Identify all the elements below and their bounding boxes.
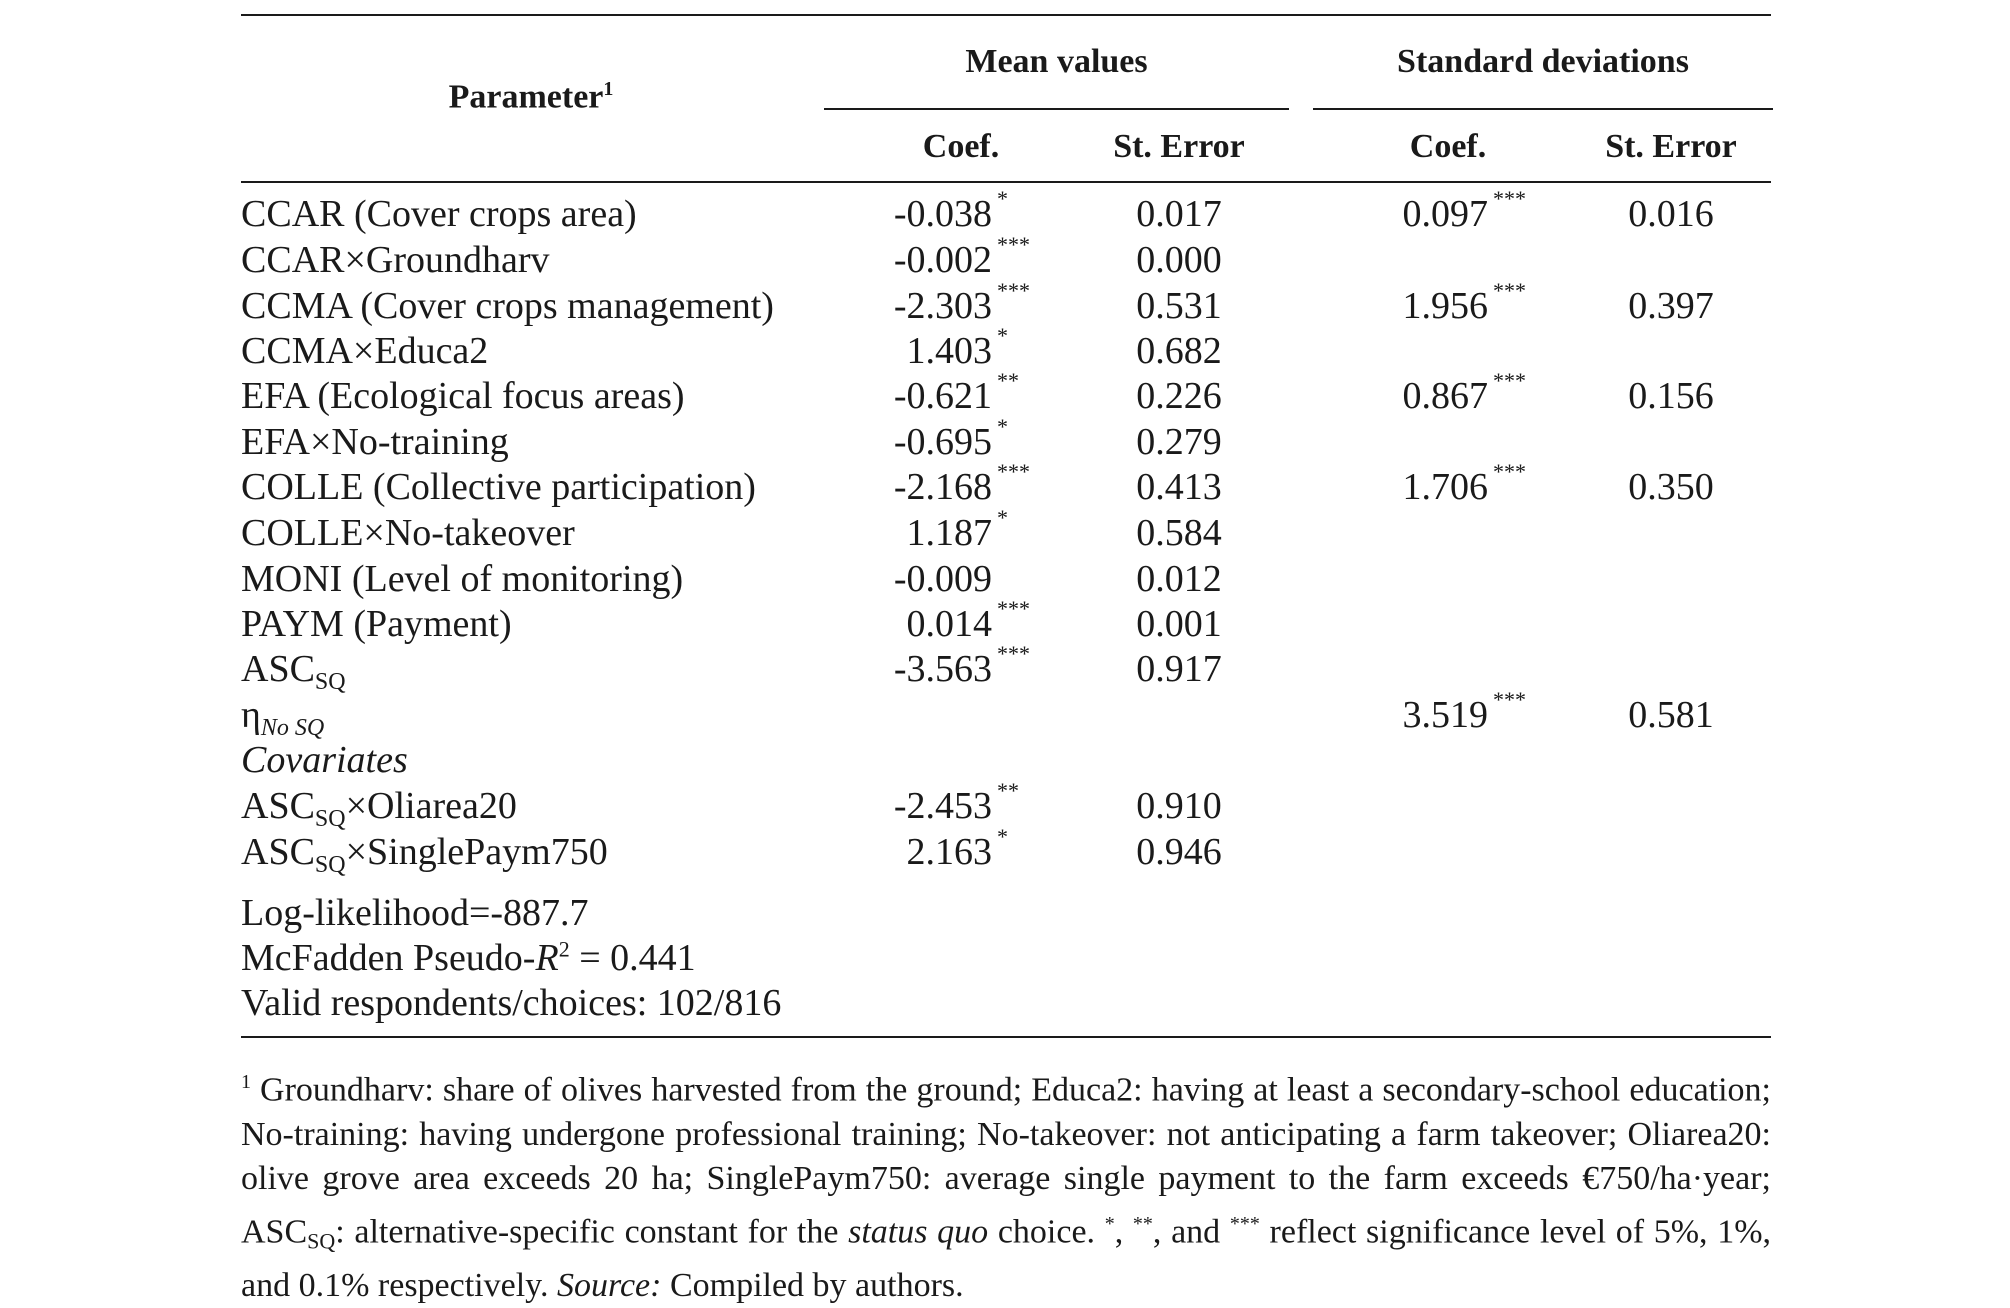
sd-significance: *** <box>1493 687 1526 712</box>
table-row <box>241 687 1771 741</box>
parameter-cell <box>241 557 683 601</box>
parameter-subscript: SQ <box>314 806 346 832</box>
mean-st-error: 0.946 <box>1136 831 1222 873</box>
parameter-cell <box>241 465 756 509</box>
footnote-text-2: : alternative-specific constant for the <box>335 1213 849 1251</box>
footnote-star-3: *** <box>1229 1212 1260 1235</box>
mean-coef: -0.009 <box>893 558 992 600</box>
parameter-name: ASC <box>241 648 315 690</box>
footnote-status-quo: status quo <box>848 1213 989 1251</box>
parameter-name: CCMA×Educa2 <box>241 330 489 372</box>
mean-st-error: 0.012 <box>1136 558 1222 600</box>
log-likelihood: Log-likelihood=-887.7 <box>241 892 589 934</box>
table-footnote <box>241 1060 1771 1308</box>
sd-st-error: 0.350 <box>1628 466 1714 508</box>
mean-significance: ** <box>997 778 1019 803</box>
mean-st-error: 0.000 <box>1136 239 1222 281</box>
table-row <box>241 232 1771 283</box>
header-rule <box>241 181 1771 183</box>
parameter-name: EFA (Ecological focus areas) <box>241 375 685 417</box>
mean-group-rule <box>824 108 1289 110</box>
mean-st-error: 0.917 <box>1136 648 1222 690</box>
table-row <box>241 505 1771 556</box>
parameter-name: CCMA (Cover crops management) <box>241 285 774 327</box>
mean-coef: -2.168 <box>893 466 992 508</box>
footnote-comma-1: , <box>1114 1213 1133 1251</box>
parameter-cell <box>241 511 575 555</box>
parameter-cell <box>241 602 512 646</box>
table-row <box>241 186 1771 237</box>
mean-significance: * <box>997 186 1008 211</box>
pseudo-r2-prefix: McFadden Pseudo- <box>241 937 536 979</box>
mean-coef: -0.038 <box>893 193 992 235</box>
mean-significance: ** <box>997 368 1019 393</box>
mean-st-error: 0.279 <box>1136 421 1222 463</box>
mean-coef: -3.563 <box>893 648 992 690</box>
sd-significance: *** <box>1493 459 1526 484</box>
table-row <box>241 459 1771 510</box>
bottom-rule <box>241 1036 1771 1038</box>
parameter-cell <box>241 420 509 464</box>
footnote-source-text: Compiled by authors. <box>661 1266 964 1304</box>
sd-significance: *** <box>1493 278 1526 303</box>
mean-coef: -2.303 <box>893 285 992 327</box>
mean-significance: * <box>997 414 1008 439</box>
parameter-subscript: SQ <box>314 852 346 878</box>
mean-values-header: Mean values <box>965 43 1148 80</box>
parameter-cell <box>241 830 608 879</box>
valid-respondents: Valid respondents/choices: 102/816 <box>241 982 782 1024</box>
parameter-cell <box>241 238 550 282</box>
parameter-footnote-mark: 1 <box>603 78 614 100</box>
sd-coef: 0.867 <box>1402 375 1488 417</box>
sd-st-error: 0.156 <box>1628 375 1714 417</box>
sd-se-header: St. Error <box>1605 128 1737 165</box>
parameter-name: CCAR×Groundharv <box>241 239 550 281</box>
sd-coef-header: Coef. <box>1409 128 1487 165</box>
mean-st-error: 0.017 <box>1136 193 1222 235</box>
top-rule <box>241 14 1771 16</box>
parameter-header <box>241 78 821 116</box>
parameter-header-label: Parameter <box>448 78 604 116</box>
footnote-text-1: Groundharv: share of olives harvested from the ground; Educa2: having at least a secondary-school education; No-training: having undergone professional training; No-takeover: not anticipating a farm takeover; Oliarea20: olive grove area exceeds 20 ha; SinglePaym750: average single payment to the farm exceeds €750/ha·year; ASC <box>241 1071 1771 1251</box>
footnote-star-1: * <box>1104 1212 1115 1235</box>
mean-st-error: 0.682 <box>1136 330 1222 372</box>
pseudo-r2-var: R <box>535 937 559 979</box>
footnote-star-2: ** <box>1132 1212 1153 1235</box>
parameter-suffix: ×SinglePaym750 <box>345 831 608 873</box>
mean-coef: 1.187 <box>906 512 992 554</box>
parameter-name: PAYM (Payment) <box>241 603 512 645</box>
mean-significance: *** <box>997 641 1030 666</box>
parameter-subscript: No SQ <box>260 715 325 741</box>
mean-st-error: 0.584 <box>1136 512 1222 554</box>
pseudo-r2-exp: 2 <box>558 936 570 962</box>
sd-coef: 1.706 <box>1402 466 1488 508</box>
sd-group-rule <box>1313 108 1773 110</box>
parameter-cell <box>241 329 488 373</box>
parameter-cell <box>241 693 324 742</box>
table-row <box>241 368 1771 419</box>
table-row <box>241 778 1771 832</box>
mean-coef: -0.621 <box>893 375 992 417</box>
mean-st-error: 0.001 <box>1136 603 1222 645</box>
table-row <box>241 641 1771 695</box>
sd-significance: *** <box>1493 186 1526 211</box>
parameter-suffix: ×Oliarea20 <box>345 785 517 827</box>
parameter-name: CCAR (Cover crops area) <box>241 193 637 235</box>
mean-se-header: St. Error <box>1113 128 1245 165</box>
footnote-mark: 1 <box>241 1071 251 1093</box>
parameter-cell <box>241 647 346 696</box>
sd-coef: 1.956 <box>1402 285 1488 327</box>
standard-deviations-header: Standard deviations <box>1397 43 1689 80</box>
mean-st-error: 0.226 <box>1136 375 1222 417</box>
footnote-text-3: choice. <box>988 1213 1105 1251</box>
parameter-name: MONI (Level of monitoring) <box>241 558 684 600</box>
parameter-cell <box>241 284 774 328</box>
parameter-name: ASC <box>241 785 315 827</box>
footnote-comma-2: , and <box>1152 1213 1230 1251</box>
pseudo-r2-value: = 0.441 <box>569 937 696 979</box>
mean-significance: *** <box>997 596 1030 621</box>
parameter-subscript: SQ <box>314 669 346 695</box>
sd-coef: 0.097 <box>1402 193 1488 235</box>
mean-coef: 0.014 <box>906 603 992 645</box>
footnote-text-4: reflect significance level of 5%, 1%, and 0.1% respectively. <box>241 1213 1772 1304</box>
parameter-name: ASC <box>241 831 315 873</box>
parameter-name: EFA×No-training <box>241 421 509 463</box>
parameter-name: COLLE (Collective participation) <box>241 466 756 508</box>
table-row <box>241 824 1771 878</box>
parameter-cell <box>241 192 637 236</box>
sd-coef: 3.519 <box>1402 694 1488 736</box>
mean-significance: * <box>997 505 1008 530</box>
sd-st-error: 0.397 <box>1628 285 1714 327</box>
mean-coef: -0.002 <box>893 239 992 281</box>
sd-st-error: 0.581 <box>1628 694 1714 736</box>
mean-significance: *** <box>997 459 1030 484</box>
mean-significance: *** <box>997 278 1030 303</box>
parameter-cell <box>241 738 408 782</box>
mean-significance: *** <box>997 232 1030 257</box>
mean-st-error: 0.413 <box>1136 466 1222 508</box>
sd-st-error: 0.016 <box>1628 193 1714 235</box>
footnote-sub: SQ <box>307 1228 336 1254</box>
mean-coef: -0.695 <box>893 421 992 463</box>
parameter-name: COLLE×No-takeover <box>241 512 575 554</box>
mean-significance: * <box>997 323 1008 348</box>
parameter-name: η <box>241 694 261 736</box>
mean-coef: 1.403 <box>906 330 992 372</box>
parameter-cell <box>241 374 685 418</box>
sd-significance: *** <box>1493 368 1526 393</box>
table-row <box>241 738 1771 783</box>
mean-coef: -2.453 <box>893 785 992 827</box>
mean-coef-header: Coef. <box>922 128 1000 165</box>
pseudo-r2 <box>241 936 696 980</box>
mean-significance: * <box>997 824 1008 849</box>
mean-st-error: 0.531 <box>1136 285 1222 327</box>
parameter-name: Covariates <box>241 739 408 781</box>
footnote-source-label: Source: <box>556 1266 662 1304</box>
parameter-cell <box>241 784 517 833</box>
mean-st-error: 0.910 <box>1136 785 1222 827</box>
mean-coef: 2.163 <box>906 831 992 873</box>
